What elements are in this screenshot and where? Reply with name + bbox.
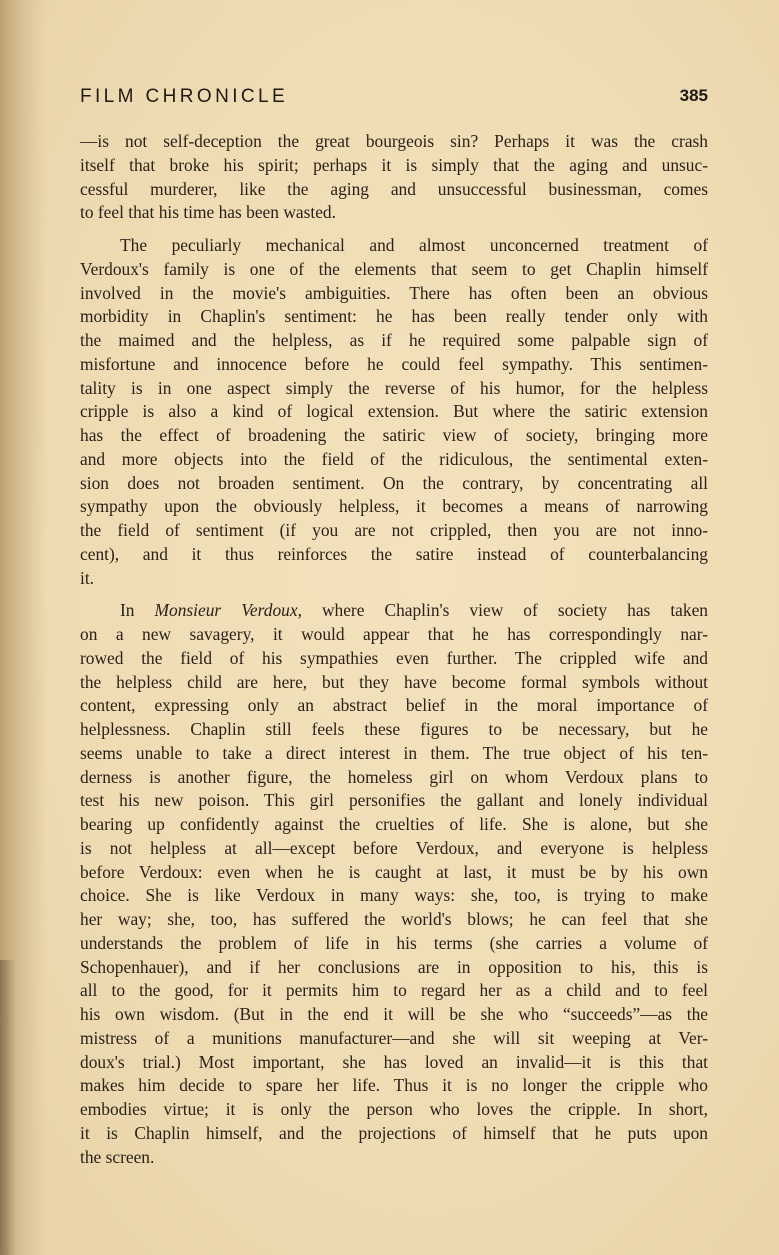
text-line: on a new savagery, it would appear that he has correspondingly nar- [80,624,708,644]
text-line: and more objects into the field of the ridiculous, the sentimental exten- [80,448,708,469]
text-line: involved in the movie's ambiguities. There has often been an obvious [80,282,708,303]
text-line: cent), and it thus reinforces the satire instead of counterbalancing [80,543,708,564]
text-line: cessful murderer, like the aging and unsuccessful businessman, comes [80,178,708,199]
running-title: FILM CHRONICLE [80,86,289,107]
body-text [80,130,708,1169]
text-line: his own wisdom. (But in the end it will be she who “succeeds”—as the [80,1004,708,1024]
text-line: mistress of a munitions manufacturer—and she will sit weeping at Ver- [80,1027,708,1048]
text-line: the screen. [80,1146,155,1167]
running-head [80,86,708,114]
text-line: tality is in one aspect simply the reverse of his humor, for the helpless [80,377,708,398]
text-line: choice. She is like Verdoux in many ways: she, too, is trying to make [80,885,708,906]
page-number: 385 [679,86,708,105]
text-line: helplessness. Chaplin still feels these figures to be necessary, but he [80,719,708,739]
text-line: Schopenhauer), and if her conclusions are in opposition to his, this is [80,956,708,977]
text-line: understands the problem of life in his terms (she carries a volume of [80,932,708,953]
text-line: the field of sentiment (if you are not crippled, then you are not inno- [80,520,708,540]
text-line: morbidity in Chaplin's sentiment: he has been really tender only with [80,306,708,327]
text-run: where Chaplin's view of society has taken [301,600,708,621]
text-line: her way; she, too, has suffered the world's blows; he can feel that she [80,909,708,929]
text-line: is not helpless at all—except before Verdoux, and everyone is helpless [80,837,708,858]
paragraph-2 [80,234,708,590]
text-line: sympathy upon the obviously helpless, it becomes a means of narrowing [80,496,708,517]
text-line: content, expressing only an abstract belief in the moral importance of [80,695,708,716]
text-line: rowed the field of his sympathies even further. The crippled wife and [80,647,708,668]
text-run: In [120,600,155,621]
text-line: seems unable to take a direct interest in them. The true object of his ten- [80,742,708,763]
text-line: cripple is also a kind of logical extension. But where the satiric extension [80,401,708,422]
text-line: has the effect of broadening the satiric view of society, bringing more [80,425,708,445]
text-line: The peculiarly mechanical and almost unconcerned treatment of [120,235,708,255]
text-line: all to the good, for it permits him to regard her as a child and to feel [80,980,708,1001]
text-line: the helpless child are here, but they have become formal symbols without [80,671,708,692]
text-line: derness is another figure, the homeless girl on whom Verdoux plans to [80,766,708,787]
text-line: doux's trial.) Most important, she has loved an invalid—it is this that [80,1051,708,1072]
text-line: bearing up confidently against the cruelties of life. She is alone, but she [80,814,708,834]
text-line: embodies virtue; it is only the person who loves the cripple. In short, [80,1099,708,1119]
paragraph-3 [80,599,708,1169]
text-line: makes him decide to spare her life. Thus it is no longer the cripple who [80,1075,708,1096]
film-title: Monsieur Verdoux, [154,600,302,621]
text-line: itself that broke his spirit; perhaps it is simply that the aging and unsuc- [80,154,708,175]
text-line: test his new poison. This girl personifies the gallant and lonely individual [80,790,708,811]
text-line: before Verdoux: even when he is caught at last, it must be by his own [80,861,708,882]
text-line: to feel that his time has been wasted. [80,202,336,223]
paragraph-1 [80,130,708,225]
text-line: misfortune and innocence before he could feel sympathy. This sentimen- [80,353,708,374]
text-line: Verdoux's family is one of the elements that seem to get Chaplin himself [80,258,708,279]
text-line: it. [80,567,95,588]
text-line: —is not self-deception the great bourgeois sin? Perhaps it was the crash [80,131,708,151]
text-line [80,599,708,623]
text-line: sion does not broaden sentiment. On the contrary, by concentrating all [80,472,708,493]
text-line: the maimed and the helpless, as if he required some palpable sign of [80,330,708,350]
page-edge-shadow [0,960,16,1255]
text-line: it is Chaplin himself, and the projections of himself that he puts upon [80,1122,708,1143]
